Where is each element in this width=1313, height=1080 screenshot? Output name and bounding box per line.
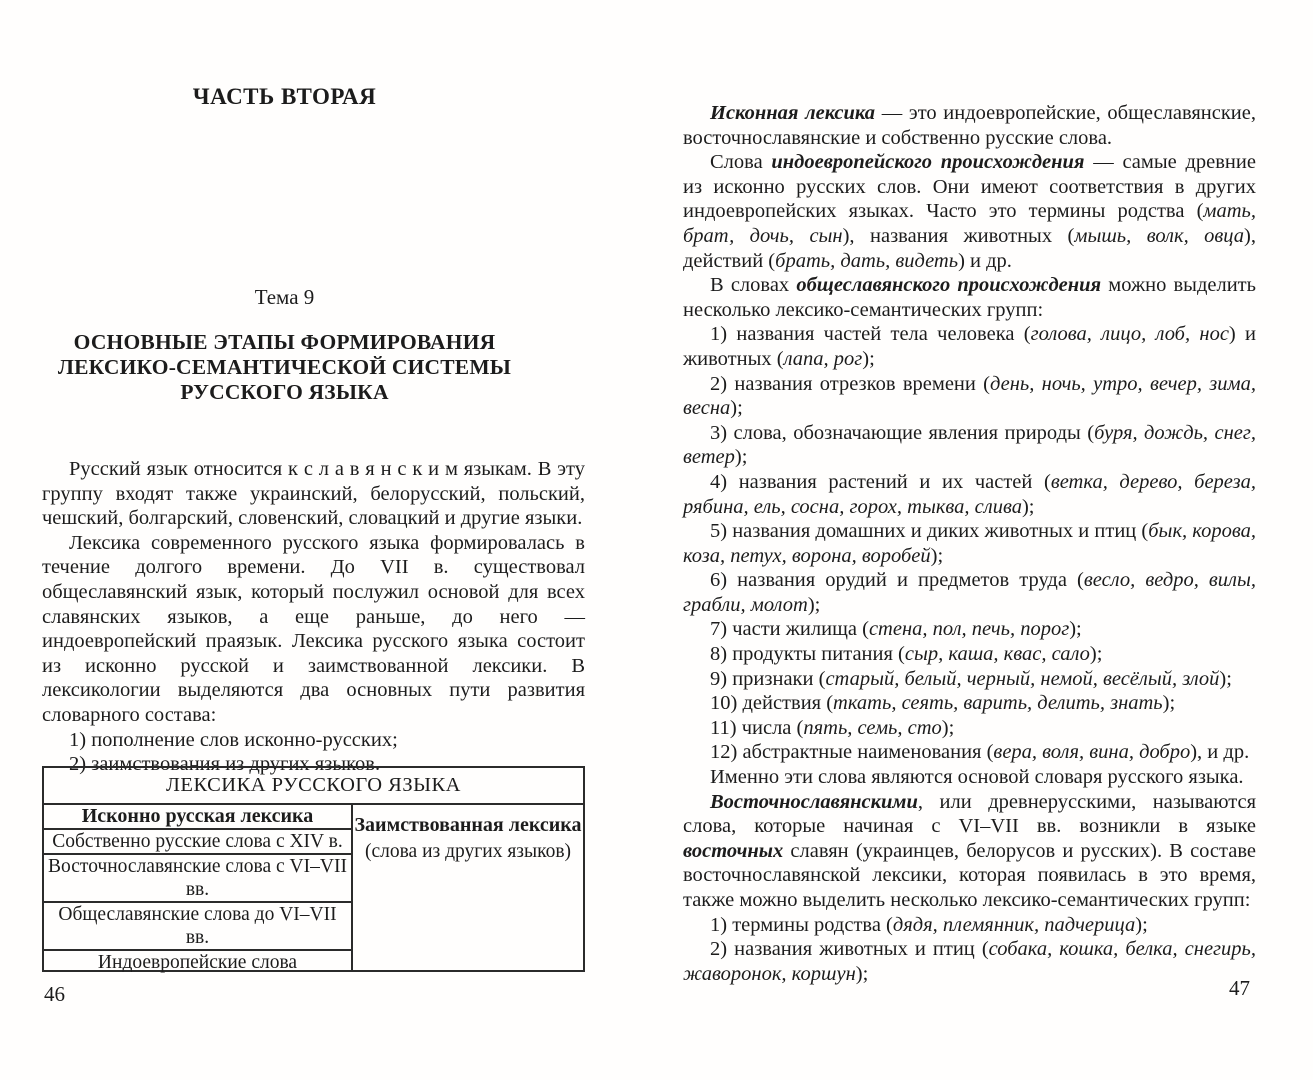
- examples-italic: мать, брат, дочь, сын: [683, 200, 1256, 247]
- paragraph: 1) пополнение слов исконно-русских;: [69, 728, 398, 751]
- examples-italic: собака, кошка, белка, снегирь, жаворонок, коршун: [683, 938, 1256, 985]
- text-run: 7) части жилища (: [710, 618, 869, 641]
- paragraph: Русский язык относится к с л а в я н с к и м языкам. В эту группу входят также украинский, белорусский, польский, чешский, болгарский, словенский, словацкий и другие языки.: [42, 458, 585, 530]
- text-run: ), названия животных (: [842, 224, 1075, 247]
- examples-italic: стена, пол, печь, порог: [868, 618, 1070, 641]
- paragraph: [683, 765, 1256, 790]
- text-run: );: [855, 962, 869, 985]
- examples-italic: лапа, рог: [783, 347, 863, 370]
- text-run: Именно эти слова являются основой словаря русского языка.: [710, 766, 1244, 789]
- text-run: 6) названия орудий и предметов труда (: [710, 569, 1084, 592]
- text-run: ) и животных (: [683, 323, 1256, 370]
- text-run: 9) признаки (: [710, 667, 826, 690]
- examples-italic: бык, корова, коза, петух, ворона, воробей: [683, 520, 1256, 567]
- paragraph: [683, 421, 1256, 470]
- text-run: 11) числа (: [710, 716, 804, 739]
- text-run: славян (украинцев, белорусов и русских). В составе восточнославянской лексики, которая появилась в это время, также можно выделить несколько лексико-семантических групп:: [683, 839, 1256, 911]
- paragraph: [683, 913, 1256, 938]
- text-run: );: [730, 397, 743, 420]
- paragraph: [683, 667, 1256, 692]
- table-column-native-lexicon: [44, 805, 351, 972]
- paragraph: [683, 790, 1256, 913]
- text-run: );: [862, 347, 875, 370]
- text-run: );: [1162, 692, 1176, 715]
- examples-italic: ткать, сеять, варить, делить, знать: [833, 692, 1163, 715]
- theme-label: Тема 9: [254, 285, 315, 309]
- text-run: Слова: [710, 151, 772, 174]
- paragraph: [683, 150, 1256, 273]
- examples-italic: мышь, волк, овца: [1074, 224, 1245, 247]
- page-number-right: 47: [1229, 976, 1250, 1000]
- text-run: );: [1089, 643, 1103, 666]
- text-run: );: [1069, 618, 1082, 641]
- examples-italic: весло, ведро, вилы, грабли, молот: [683, 569, 1257, 616]
- table-header-native-lexicon: Исконно русская лексика: [44, 805, 351, 830]
- examples-italic: старый, белый, черный, немой, весёлый, злой: [825, 667, 1220, 690]
- table-header-borrowed-lexicon: Заимствованная лексика: [354, 814, 582, 836]
- chapter-title-line-3: РУССКОГО ЯЗЫКА: [180, 380, 389, 404]
- text-run: );: [1021, 495, 1035, 518]
- part-title: ЧАСТЬ ВТОРАЯ: [192, 84, 377, 109]
- text-run: );: [941, 716, 955, 739]
- term-bold-italic: Исконная лексика: [710, 102, 876, 124]
- term-bold-italic: восточных: [683, 839, 784, 862]
- table-subtitle-borrowed-lexicon: (слова из других языков): [364, 841, 572, 862]
- table-row-native-2: Восточнославянские слова с VI–VII вв.: [44, 855, 351, 903]
- right-page-body-text: [683, 101, 1256, 986]
- text-run: В словах: [710, 274, 797, 297]
- term-bold-italic: общеславянского происхождения: [796, 274, 1102, 297]
- text-run: — самые древние из исконно русских слов. Они имеют соответствия в других индоевропейских языках. Часто это термины родства (: [683, 151, 1256, 223]
- text-run: , или древнерусскими, называются слова, которые начиная с VI–VII вв. возникли в языке: [683, 790, 1256, 838]
- examples-italic: день, ночь, утро, вечер, зима, весна: [683, 372, 1256, 420]
- text-run: 1) термины родства (: [710, 913, 893, 936]
- text-run: 1) названия частей тела человека (: [710, 323, 1031, 346]
- text-run: );: [1219, 667, 1232, 690]
- paragraph: [683, 273, 1256, 322]
- paragraph: [683, 691, 1256, 716]
- text-run: можно выделить несколько лексико-семантических групп:: [683, 274, 1256, 321]
- paragraph: [683, 470, 1256, 519]
- chapter-title: [42, 330, 585, 405]
- examples-italic: буря, дождь, снег, ветер: [683, 421, 1256, 469]
- chapter-title-line-1: ОСНОВНЫЕ ЭТАПЫ ФОРМИРОВАНИЯ: [73, 330, 496, 354]
- text-run: 4) названия растений и их частей (: [710, 470, 1051, 493]
- text-run: 12) абстрактные наименования (: [710, 741, 994, 764]
- text-run: 2) названия отрезков времени (: [710, 372, 991, 395]
- page-left: [42, 0, 585, 1080]
- text-run: ), и др.: [1190, 741, 1250, 764]
- examples-italic: вера, воля, вина, добро: [993, 741, 1191, 764]
- paragraph: [683, 617, 1256, 642]
- paragraph: [683, 372, 1256, 421]
- text-run: );: [1135, 913, 1148, 936]
- examples-italic: пять, семь, сто: [803, 716, 942, 739]
- text-run: );: [930, 544, 944, 567]
- term-bold-italic: индоевропейского происхождения: [771, 151, 1085, 174]
- page-right: [683, 0, 1256, 1080]
- paragraph: [683, 101, 1256, 150]
- examples-italic: брать, дать, видеть: [775, 249, 959, 272]
- text-run: 2) названия животных и птиц (: [710, 938, 989, 961]
- paragraph: [683, 642, 1256, 667]
- paragraph: [683, 568, 1256, 617]
- table-row-native-1: Собственно русские слова с XIV в.: [44, 830, 351, 855]
- paragraph: [683, 937, 1256, 986]
- chapter-title-line-2: ЛЕКСИКО-СЕМАНТИЧЕСКОЙ СИСТЕМЫ: [57, 355, 512, 379]
- text-run: ) и др.: [958, 249, 1012, 272]
- paragraph: [683, 322, 1256, 371]
- paragraph: Лексика современного русского языка формировалась в течение долгого времени. До VII в. существовал общеславянский язык, который послужил основой для всех славянских языков, а еще раньше, до него — индоевропейский праязык. Лексика русского языка состоит из исконно русской и заимствованной лексики. В лексикологии выделяются два основных пути развития словарного состава:: [42, 531, 585, 726]
- page-number-left: 46: [44, 982, 65, 1006]
- text-run: );: [807, 593, 821, 616]
- term-bold-italic: Восточнославянскими: [710, 790, 918, 813]
- examples-italic: сыр, каша, квас, сало: [904, 643, 1090, 666]
- table-row-native-3: Общеславянские слова до VI–VII вв.: [44, 903, 351, 951]
- text-run: );: [734, 446, 748, 469]
- table-title: ЛЕКСИКА РУССКОГО ЯЗЫКА: [44, 768, 583, 805]
- text-run: 10) действия (: [710, 692, 834, 715]
- text-run: 8) продукты питания (: [710, 643, 905, 666]
- paragraph: [683, 740, 1256, 765]
- paragraph: 2) заимствования из других языков.: [69, 753, 381, 776]
- table-body: [44, 805, 583, 972]
- text-run: — это индоевропейские, общеславянские, восточнославянские и собственно русские слова.: [683, 102, 1257, 149]
- text-run: ), действий (: [683, 224, 1256, 272]
- paragraph: [683, 716, 1256, 741]
- table-column-borrowed-lexicon: [351, 805, 583, 972]
- examples-italic: ветка, дерево, береза, рябина, ель, сосна, горох, тыква, слива: [683, 470, 1256, 518]
- text-run: 3) слова, обозначающие явления природы (: [710, 421, 1095, 444]
- examples-italic: дядя, племянник, падчерица: [892, 913, 1136, 936]
- left-page-body-text: [42, 457, 585, 777]
- table-row-native-4: Индоевропейские слова: [97, 952, 298, 973]
- lexicon-table: [42, 766, 585, 972]
- text-run: 5) названия домашних и диких животных и птиц (: [710, 520, 1149, 543]
- examples-italic: голова, лицо, лоб, нос: [1030, 323, 1229, 346]
- paragraph: [683, 519, 1256, 568]
